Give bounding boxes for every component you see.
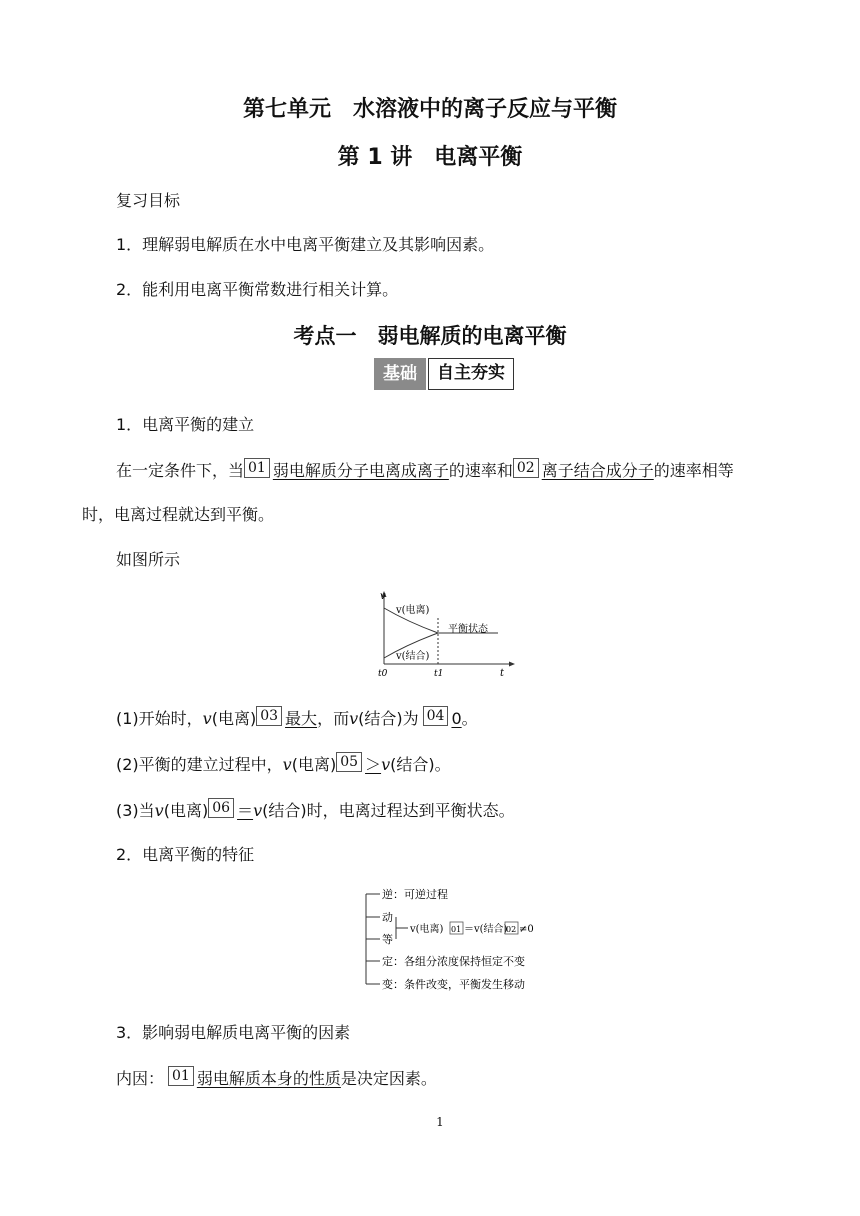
text: ，而 xyxy=(317,709,350,728)
text: (结合)。 xyxy=(390,755,451,774)
text: (结合)时，电离过程达到平衡状态。 xyxy=(262,801,515,820)
text: 。 xyxy=(461,709,478,728)
section-badge xyxy=(374,358,514,390)
combine-label: v(结合) xyxy=(396,651,430,662)
feature-dynamic: 动 xyxy=(382,911,393,924)
unit-title: 第七单元 水溶液中的离子反应与平衡 xyxy=(242,97,617,122)
ionize-label: v(电离) xyxy=(396,605,430,616)
rate-time-graph xyxy=(372,588,522,680)
blank-number: 06 xyxy=(208,798,234,818)
text: (结合)为 xyxy=(358,709,419,728)
text: (3)当 xyxy=(116,801,155,820)
review-item-2: 2．能利用电离平衡常数进行相关计算。 xyxy=(116,280,399,299)
feature-nonzero: ≠0 xyxy=(519,924,534,935)
answer: 弱电解质分子电离成离子 xyxy=(272,461,449,480)
t1-label: t1 xyxy=(434,669,444,679)
answer: ＝ xyxy=(237,801,254,820)
feature-rate-equal: ＝v(结合) xyxy=(464,924,508,935)
feature-reversible: 逆：可逆过程 xyxy=(382,888,448,901)
text: 在一定条件下，当 xyxy=(116,461,245,480)
answer: 离子结合成分子 xyxy=(541,461,654,480)
blank-number: 03 xyxy=(256,706,282,726)
statement-1 xyxy=(116,706,478,729)
part3-heading: 3．影响弱电解质电离平衡的因素 xyxy=(116,1023,351,1042)
text: 的速率和 xyxy=(448,461,513,480)
lecture-title: 第 1 讲 电离平衡 xyxy=(337,145,523,170)
text: 内因： xyxy=(116,1069,165,1088)
part1-line2: 时，电离过程就达到平衡。 xyxy=(82,505,275,524)
features-diagram xyxy=(358,882,548,996)
y-axis-label: v xyxy=(380,591,386,602)
review-heading: 复习目标 xyxy=(116,191,181,210)
feature-box-02: 02 xyxy=(506,925,517,934)
page-number: 1 xyxy=(436,1115,444,1129)
feature-shift: 变：条件改变，平衡发生移动 xyxy=(382,978,525,991)
feature-constant: 定：各组分浓度保持恒定不变 xyxy=(382,955,525,968)
part2-heading: 2．电离平衡的特征 xyxy=(116,845,255,864)
text: (电离) xyxy=(211,709,257,728)
answer: 0 xyxy=(451,709,462,728)
feature-rate-ionize: v(电离) xyxy=(410,924,444,935)
symbol-v: v xyxy=(282,755,292,774)
symbol-v: v xyxy=(381,755,391,774)
review-item-1: 1．理解弱电解质在水中电离平衡建立及其影响因素。 xyxy=(116,235,495,254)
statement-2 xyxy=(116,752,451,775)
text: 的速率相等 xyxy=(653,461,734,480)
answer: 弱电解质本身的性质 xyxy=(196,1069,341,1088)
badge-basic: 基础 xyxy=(374,358,426,390)
blank-number: 02 xyxy=(513,458,539,478)
blank-number: 04 xyxy=(423,706,449,726)
part1-heading: 1．电离平衡的建立 xyxy=(116,415,255,434)
text: (1)开始时， xyxy=(116,709,203,728)
symbol-v: v xyxy=(202,709,212,728)
feature-equal: 等 xyxy=(382,933,393,946)
section-title: 考点一 弱电解质的电离平衡 xyxy=(293,324,567,348)
feature-box-01: 01 xyxy=(451,925,462,934)
answer: ＞ xyxy=(365,755,382,774)
blank-number: 01 xyxy=(168,1066,194,1086)
x-axis-label: t xyxy=(500,668,505,679)
figure-intro: 如图所示 xyxy=(116,550,181,569)
t0-label: t0 xyxy=(378,669,388,679)
text: (2)平衡的建立过程中， xyxy=(116,755,283,774)
statement-3 xyxy=(116,798,515,821)
badge-self-study: 自主夯实 xyxy=(428,358,514,390)
equilibrium-label: 平衡状态 xyxy=(448,624,488,635)
text: (电离) xyxy=(291,755,337,774)
answer: 最大 xyxy=(285,709,318,728)
blank-number: 05 xyxy=(336,752,362,772)
blank-number: 01 xyxy=(244,458,270,478)
inner-factor xyxy=(116,1066,437,1089)
symbol-v: v xyxy=(154,801,164,820)
symbol-v: v xyxy=(349,709,359,728)
text: 是决定因素。 xyxy=(340,1069,437,1088)
text: (电离) xyxy=(163,801,209,820)
symbol-v: v xyxy=(253,801,263,820)
part1-line1 xyxy=(116,458,734,481)
